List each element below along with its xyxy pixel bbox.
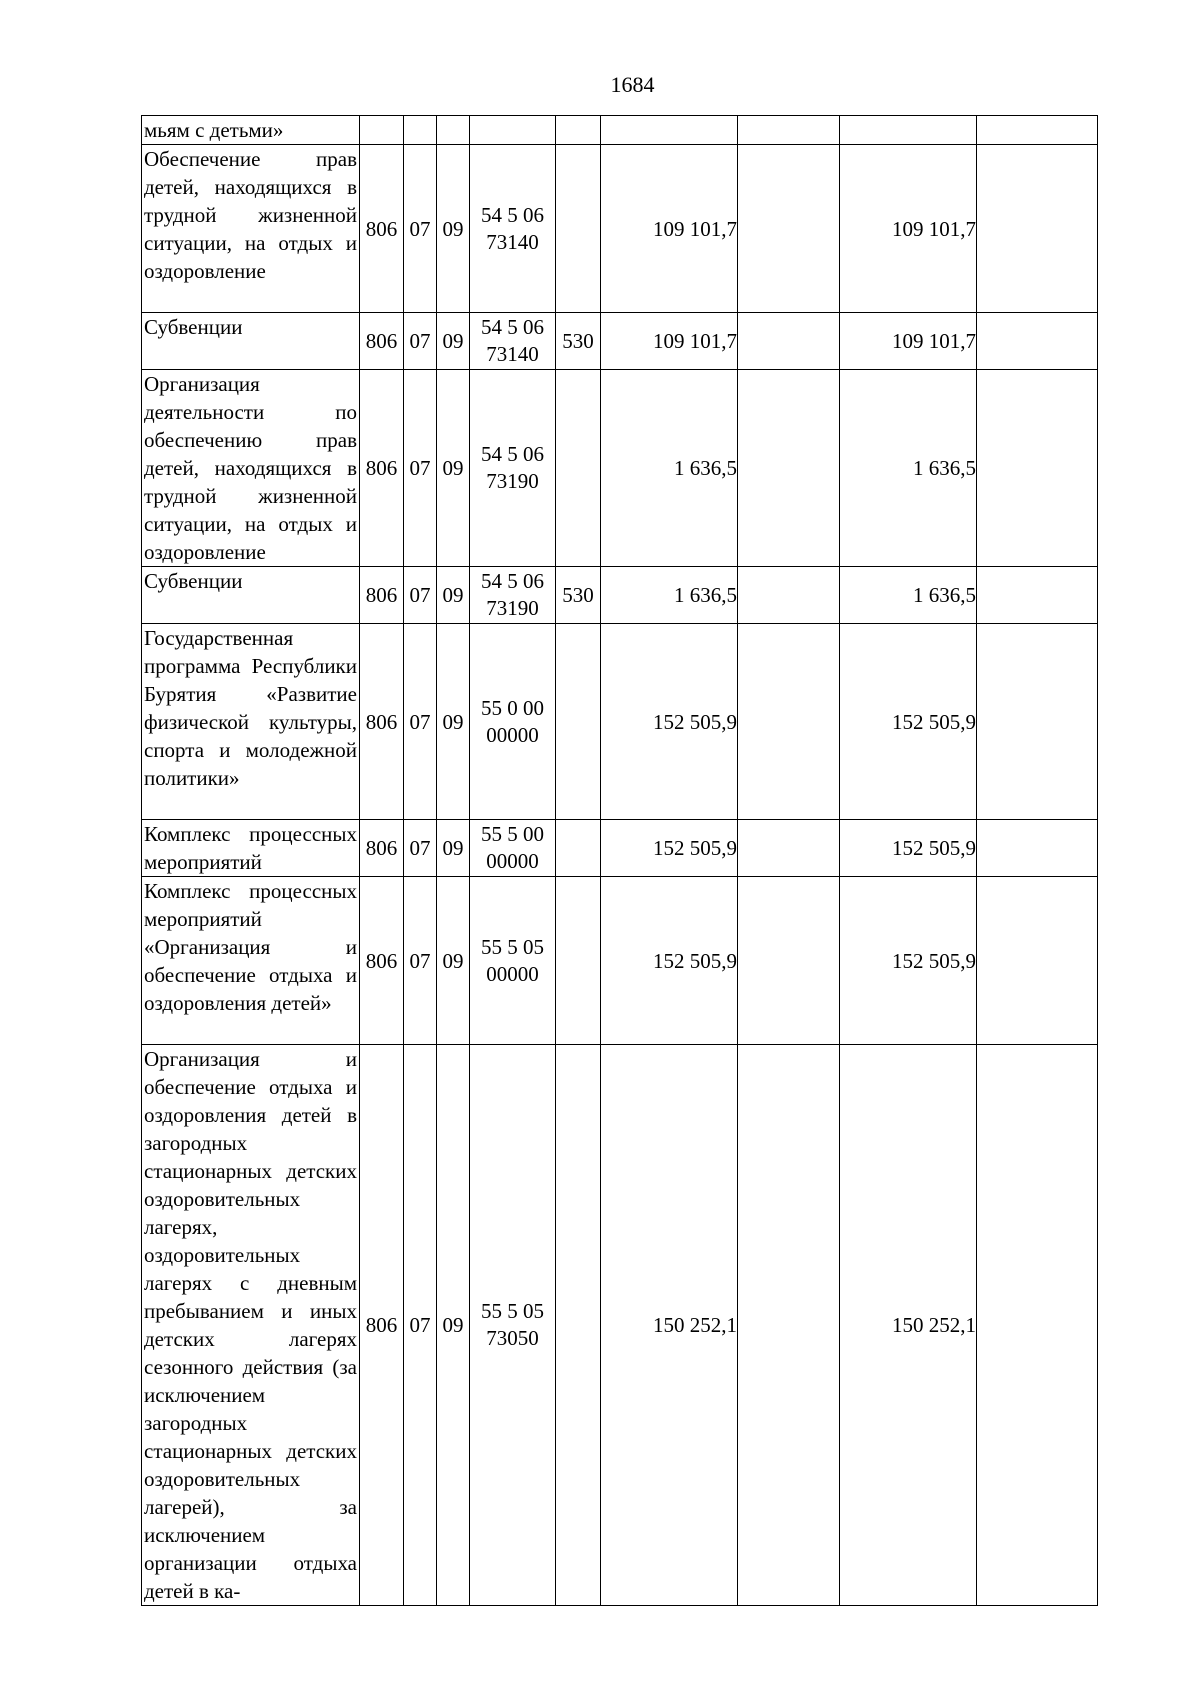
subsection-code: 09 [437, 877, 470, 1045]
subsection-code: 09 [437, 1045, 470, 1606]
table-row [142, 877, 1098, 1045]
row-name: Обеспечение прав детей, находящихся в трудной жизненной ситуации, на отдых и оздоровление [142, 145, 360, 313]
amount-2 [738, 313, 840, 370]
row-name: Комплекс процессных мероприятий «Организация и обеспечение отдыха и оздоровления детей» [142, 877, 360, 1045]
section-code: 07 [404, 820, 437, 877]
target-article: 54 5 06 73190 [470, 567, 556, 624]
amount-4 [977, 820, 1098, 877]
amount-2 [738, 145, 840, 313]
expense-type: 530 [556, 313, 601, 370]
row-name: Субвенции [142, 567, 360, 624]
expense-type [556, 370, 601, 567]
amount-4 [977, 567, 1098, 624]
amount-3: 1 636,5 [840, 567, 977, 624]
amount-4 [977, 145, 1098, 313]
amount-1: 1 636,5 [601, 567, 738, 624]
amount-4 [977, 877, 1098, 1045]
target-article: 54 5 06 73140 [470, 313, 556, 370]
target-article: 55 0 00 00000 [470, 624, 556, 820]
subsection-code: 09 [437, 820, 470, 877]
section-code: 07 [404, 1045, 437, 1606]
expense-type [556, 116, 601, 145]
expense-type [556, 820, 601, 877]
expense-type [556, 145, 601, 313]
row-name: Комплекс процессных мероприятий [142, 820, 360, 877]
target-article: 55 5 05 73050 [470, 1045, 556, 1606]
section-code: 07 [404, 313, 437, 370]
subsection-code: 09 [437, 145, 470, 313]
table-row [142, 567, 1098, 624]
row-name: мьям с детьми» [142, 116, 360, 145]
section-code: 07 [404, 370, 437, 567]
admin-code: 806 [360, 1045, 404, 1606]
amount-1: 152 505,9 [601, 624, 738, 820]
expense-type [556, 877, 601, 1045]
admin-code: 806 [360, 624, 404, 820]
target-article: 55 5 00 00000 [470, 820, 556, 877]
amount-4 [977, 1045, 1098, 1606]
amount-3: 150 252,1 [840, 1045, 977, 1606]
subsection-code: 09 [437, 567, 470, 624]
target-article: 54 5 06 73190 [470, 370, 556, 567]
target-article [470, 116, 556, 145]
amount-1: 109 101,7 [601, 313, 738, 370]
amount-3: 1 636,5 [840, 370, 977, 567]
admin-code: 806 [360, 313, 404, 370]
amount-4 [977, 313, 1098, 370]
target-article: 54 5 06 73140 [470, 145, 556, 313]
amount-1: 152 505,9 [601, 820, 738, 877]
section-code [404, 116, 437, 145]
amount-4 [977, 116, 1098, 145]
amount-4 [977, 370, 1098, 567]
amount-2 [738, 116, 840, 145]
amount-3: 109 101,7 [840, 145, 977, 313]
subsection-code: 09 [437, 370, 470, 567]
amount-2 [738, 1045, 840, 1606]
admin-code: 806 [360, 370, 404, 567]
expense-type [556, 1045, 601, 1606]
admin-code: 806 [360, 820, 404, 877]
table-row [142, 1045, 1098, 1606]
amount-2 [738, 820, 840, 877]
admin-code: 806 [360, 877, 404, 1045]
section-code: 07 [404, 567, 437, 624]
table-row [142, 116, 1098, 145]
admin-code [360, 116, 404, 145]
subsection-code [437, 116, 470, 145]
amount-3: 152 505,9 [840, 820, 977, 877]
subsection-code: 09 [437, 624, 470, 820]
section-code: 07 [404, 624, 437, 820]
amount-1: 109 101,7 [601, 145, 738, 313]
table-row [142, 624, 1098, 820]
subsection-code: 09 [437, 313, 470, 370]
amount-3: 152 505,9 [840, 624, 977, 820]
section-code: 07 [404, 877, 437, 1045]
page-number: 1684 [610, 72, 655, 97]
amount-1: 150 252,1 [601, 1045, 738, 1606]
budget-table [141, 115, 1098, 1606]
admin-code: 806 [360, 145, 404, 313]
expense-type: 530 [556, 567, 601, 624]
row-name: Организация деятельности по обеспечению прав детей, находящихся в трудной жизненной ситуации, на отдых и оздоровление [142, 370, 360, 567]
amount-2 [738, 567, 840, 624]
table-row [142, 313, 1098, 370]
amount-2 [738, 624, 840, 820]
row-name: Субвенции [142, 313, 360, 370]
amount-2 [738, 370, 840, 567]
table-row [142, 820, 1098, 877]
row-name: Организация и обеспечение отдыха и оздоровления детей в загородных стационарных детских оздоровительных лагерях, оздоровительных лагерях с дневным пребыванием и иных детских лагерях сезонного действия (за исключением загородных стационарных детских оздоровительных лагерей), за исключением организации отдыха детей в ка- [142, 1045, 360, 1606]
target-article: 55 5 05 00000 [470, 877, 556, 1045]
amount-1: 152 505,9 [601, 877, 738, 1045]
amount-1 [601, 116, 738, 145]
table-row [142, 145, 1098, 313]
table-row [142, 370, 1098, 567]
section-code: 07 [404, 145, 437, 313]
amount-3 [840, 116, 977, 145]
amount-3: 152 505,9 [840, 877, 977, 1045]
amount-3: 109 101,7 [840, 313, 977, 370]
admin-code: 806 [360, 567, 404, 624]
amount-1: 1 636,5 [601, 370, 738, 567]
row-name: Государственная программа Республики Бурятия «Развитие физической культуры, спорта и молодежной политики» [142, 624, 360, 820]
amount-4 [977, 624, 1098, 820]
amount-2 [738, 877, 840, 1045]
expense-type [556, 624, 601, 820]
